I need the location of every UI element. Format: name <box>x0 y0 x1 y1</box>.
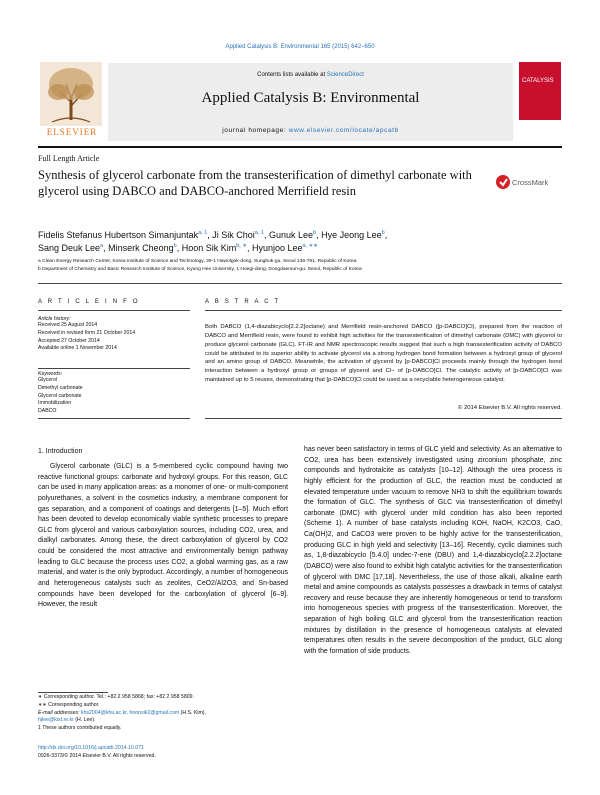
history-line: Received in revised form 21 October 2014 <box>38 329 136 336</box>
author-affiliation-marker[interactable]: a <box>100 243 104 250</box>
affiliation-b: b Department of Chemistry and Basic Research Institute of Science, Kyung Hee University, 1 Hoegi-dong, Dongdaemun-gu, Seoul, Republic of Korea <box>38 267 362 272</box>
footnote-equal-contribution: 1 These authors contributed equally. <box>38 725 122 732</box>
header-rule <box>38 146 562 148</box>
sciencedirect-link[interactable]: ScienceDirect <box>326 72 364 78</box>
doi-link[interactable]: http://dx.doi.org/10.1016/j.apcatb.2014.10.071 <box>38 745 144 751</box>
publisher-wordmark: ELSEVIER <box>46 127 98 137</box>
article-info-rule <box>38 310 190 311</box>
abstract-text: Both DABCO (1,4-diazabicyclo[2.2.2]octane) and Merrifield resin-anchored DABCO ([p-DABCO]Cl), prepared from the reaction of DABCO and Merrifield resin, were found to exhibit high activities for the transesterification of dimethyl carbonate (DMC) with glycerol to produce glycerol carbonate (GLC). FT-IR and NMR spectroscopic results suggest that such a high transesterification activity of DABCO could be attributed to its superior ability to activate glycerol via a strong hydrogen bond formation between a hydroxyl group of glycerol and an amino group of DABCO. Meanwhile, the activation of glycerol by [p-DABCO]Cl proceeds mainly through the hydrogen bond interaction between a hydroxyl group or groups of glycerol and Cl− of [p-DABCO]Cl. The catalytic activity of [p-DABCO]Cl was maintained up to 5 reuses, demonstrating that [p-DABCO]Cl could be used as a recyclable heterogeneous catalyst. <box>205 324 562 384</box>
author-affiliation-marker[interactable]: a, 1 <box>198 230 208 236</box>
email-link[interactable]: hjlee@kist.re.kr <box>38 717 74 724</box>
body-paragraph: has never been satisfactory in terms of GLC yield and selectivity. As an alternative to CO2, urea has been extensively investigated using zirconium phosphate, zinc compounds and hydrotalcite as catalysts [10–12]. Although the urea process is highly efficient for the production of GLC, the reaction must be conducted at elevated temperature under vacuum to remove NH3 to shift the equilibrium towards the formation of GLC. The synthesis of GLC via transesterification of dimethyl carbonate (DMC) with glycerol under mild condition has also been reported (Scheme 1). A number of base catalysts including KOH, NaOH, K2CO3, CaO, Ca(OH)2, and CaCO3 were proven to be highly active for the transesterification, producing GLC in high yield and selectivity [13–16]. Recently, cyclic diamines such as, 1,8-diazabicyclo [5.4.0] undec-7-ene (DBU) and 1,4-diazabicyclo[2.2.2]octane (DABCO) were also found to exhibit high catalytic activities for the transesterification of glycerol with DMC [17,18]. Nevertheless, the use of those alkali, alkaline earth metal and amine compounds as catalysts possesses a drawback in terms of catalyst recovery and reuse because they are inherently homogeneous or tend to transform into homogeneous species with progress of the transesterification. Moreover, the separation of high boiling GLC and glycerol from the transesterification reaction mixtures by distillation in the presence of homogeneous catalysts at elevated temperatures often results in the severe decomposition of the product, GLC along with the formation of side products. <box>304 446 562 655</box>
footnote-email <box>38 710 288 718</box>
contents-prefix: Contents lists available at <box>257 72 327 78</box>
author-name: Fidelis Stefanus Hubertson Simanjuntak <box>38 230 199 240</box>
crossmark-label: CrossMark <box>512 178 549 187</box>
history-line: Available online 1 November 2014 <box>38 345 117 352</box>
email-owner: (H. Lee). <box>73 717 96 724</box>
keywords-rule <box>38 368 190 369</box>
homepage-prefix: journal homepage: <box>222 127 289 134</box>
crossmark-icon[interactable] <box>495 174 557 190</box>
author-name: , Gunuk Lee <box>263 230 314 240</box>
journal-name: Applied Catalysis B: Environmental <box>201 90 420 106</box>
issn-line: 0926-3373/© 2014 Elsevier B.V. All rights reserved. <box>38 753 156 760</box>
keyword: Immobilization <box>38 400 72 407</box>
body-left-column <box>38 462 288 611</box>
email-owner: (H.S. Kim), <box>179 709 206 716</box>
author-name: , Hoon Sik Kim <box>176 243 237 254</box>
homepage-link[interactable]: www.elsevier.com/locate/apcatb <box>288 127 399 134</box>
article-footer <box>38 744 338 760</box>
history-label: Article history: <box>38 316 71 322</box>
footnote-rule <box>38 692 108 693</box>
author-affiliation-marker[interactable]: b <box>381 230 385 236</box>
author-name: , Minserk Cheong <box>103 243 174 254</box>
article-history <box>38 316 198 353</box>
history-line: Received 25 August 2014 <box>38 322 98 328</box>
author-name: Sang Deuk Lee <box>38 243 101 254</box>
contents-availability <box>108 72 513 78</box>
author-name: , <box>384 230 388 240</box>
introduction-heading: 1. Introduction <box>38 448 83 455</box>
keywords-label: Keywords: <box>38 371 63 377</box>
footnote-email-2 <box>38 717 288 725</box>
email-link[interactable]: khs2004@khu.ac.kr, hoonsik2@gmail.com <box>80 709 180 716</box>
affiliation-a: a Clean Energy Research Center, Korea Institute of Science and Technology, 39-1 Hawolgok-dong, Sungbuk-gu, Seoul 136-791, Republic of Korea <box>38 259 357 264</box>
author-name: , Hye Jeong Lee <box>316 230 382 240</box>
author-affiliation-marker[interactable]: a, ∗∗ <box>302 243 318 250</box>
author-affiliation-marker[interactable]: a, 1 <box>254 230 264 236</box>
journal-cover-thumbnail <box>519 62 561 120</box>
footnote-corresponding-1: ∗ Corresponding author. Tel.: +82 2 958 5868; fax: +82 2 958 5809. <box>38 694 194 700</box>
author-affiliation-marker[interactable]: b <box>313 230 317 236</box>
author-name: , Ji Sik Choi <box>207 230 255 240</box>
author-affiliation-marker[interactable]: b <box>173 243 177 250</box>
author-name: , Hyunjoo Lee <box>246 243 303 254</box>
article-type: Full Length Article <box>38 154 100 163</box>
footnote-corresponding-2: ∗∗ Corresponding author. <box>38 701 100 708</box>
abstract-copyright: © 2014 Elsevier B.V. All rights reserved. <box>458 405 562 411</box>
abstract-bottom-rule <box>205 418 562 419</box>
author-line-2 <box>38 242 538 255</box>
body-paragraph: Glycerol carbonate (GLC) is a 5-membered cyclic compound having two reactive functional groups: carbonate and hydroxyl groups. For this reason, GLC can be used in many application areas: as a monomer of one- or multi-component polyurethanes, a solvent in the cosmetics industry, a membrane component for gas separation, and a component of coatings and detergents [1–5]. Much effort has been devoted to develop economically viable synthetic processes to prepare GLC from glycerol and various carboxylation sources, including CO2, urea, and dialkyl carbonates. Among these, the direct carboxylation of glycerol by CO2 could be considered the most attractive and environmentally benign pathway leading to GLC because the process uses CO2, a global warming gas, as a raw material, and water is the only byproduct. Accordingly, a number of homogeneous and heterogeneous catalysts such as zeolites, CeO2/Al2O3, and Sn-based compounds have been developed for the carboxylation of glycerol [6–9]. However, the result <box>38 463 288 609</box>
article-title: Synthesis of glycerol carbonate from the transesterification of dimethyl carbonate with glycerol using DABCO and DABCO-anchored Merrifield resin <box>38 168 472 199</box>
keyword: Glycerol <box>38 377 58 383</box>
journal-reference[interactable]: Applied Catalysis B: Environmental 165 (2015) 642–650 <box>225 44 375 50</box>
affiliation-rule <box>38 283 562 284</box>
keyword: Glycerol carbonate <box>38 392 82 399</box>
article-info-heading: A R T I C L E I N F O <box>38 299 140 305</box>
author-line-1 <box>38 229 538 242</box>
body-right-column <box>304 445 562 658</box>
author-list <box>38 229 538 255</box>
email-label: E-mail addresses: <box>38 709 81 716</box>
keyword: DABCO <box>38 408 57 415</box>
author-affiliation-marker[interactable]: b, ∗ <box>236 243 247 250</box>
abstract-heading: A B S T R A C T <box>205 299 281 305</box>
footnotes <box>38 694 288 733</box>
journal-homepage <box>108 127 513 134</box>
cover-title: CATALYSIS <box>522 78 554 84</box>
info-bottom-rule <box>38 418 190 419</box>
keywords <box>38 371 198 416</box>
history-line: Accepted 27 October 2014 <box>38 337 100 344</box>
keyword: Dimethyl carbonate <box>38 384 83 391</box>
abstract-rule <box>205 310 562 311</box>
